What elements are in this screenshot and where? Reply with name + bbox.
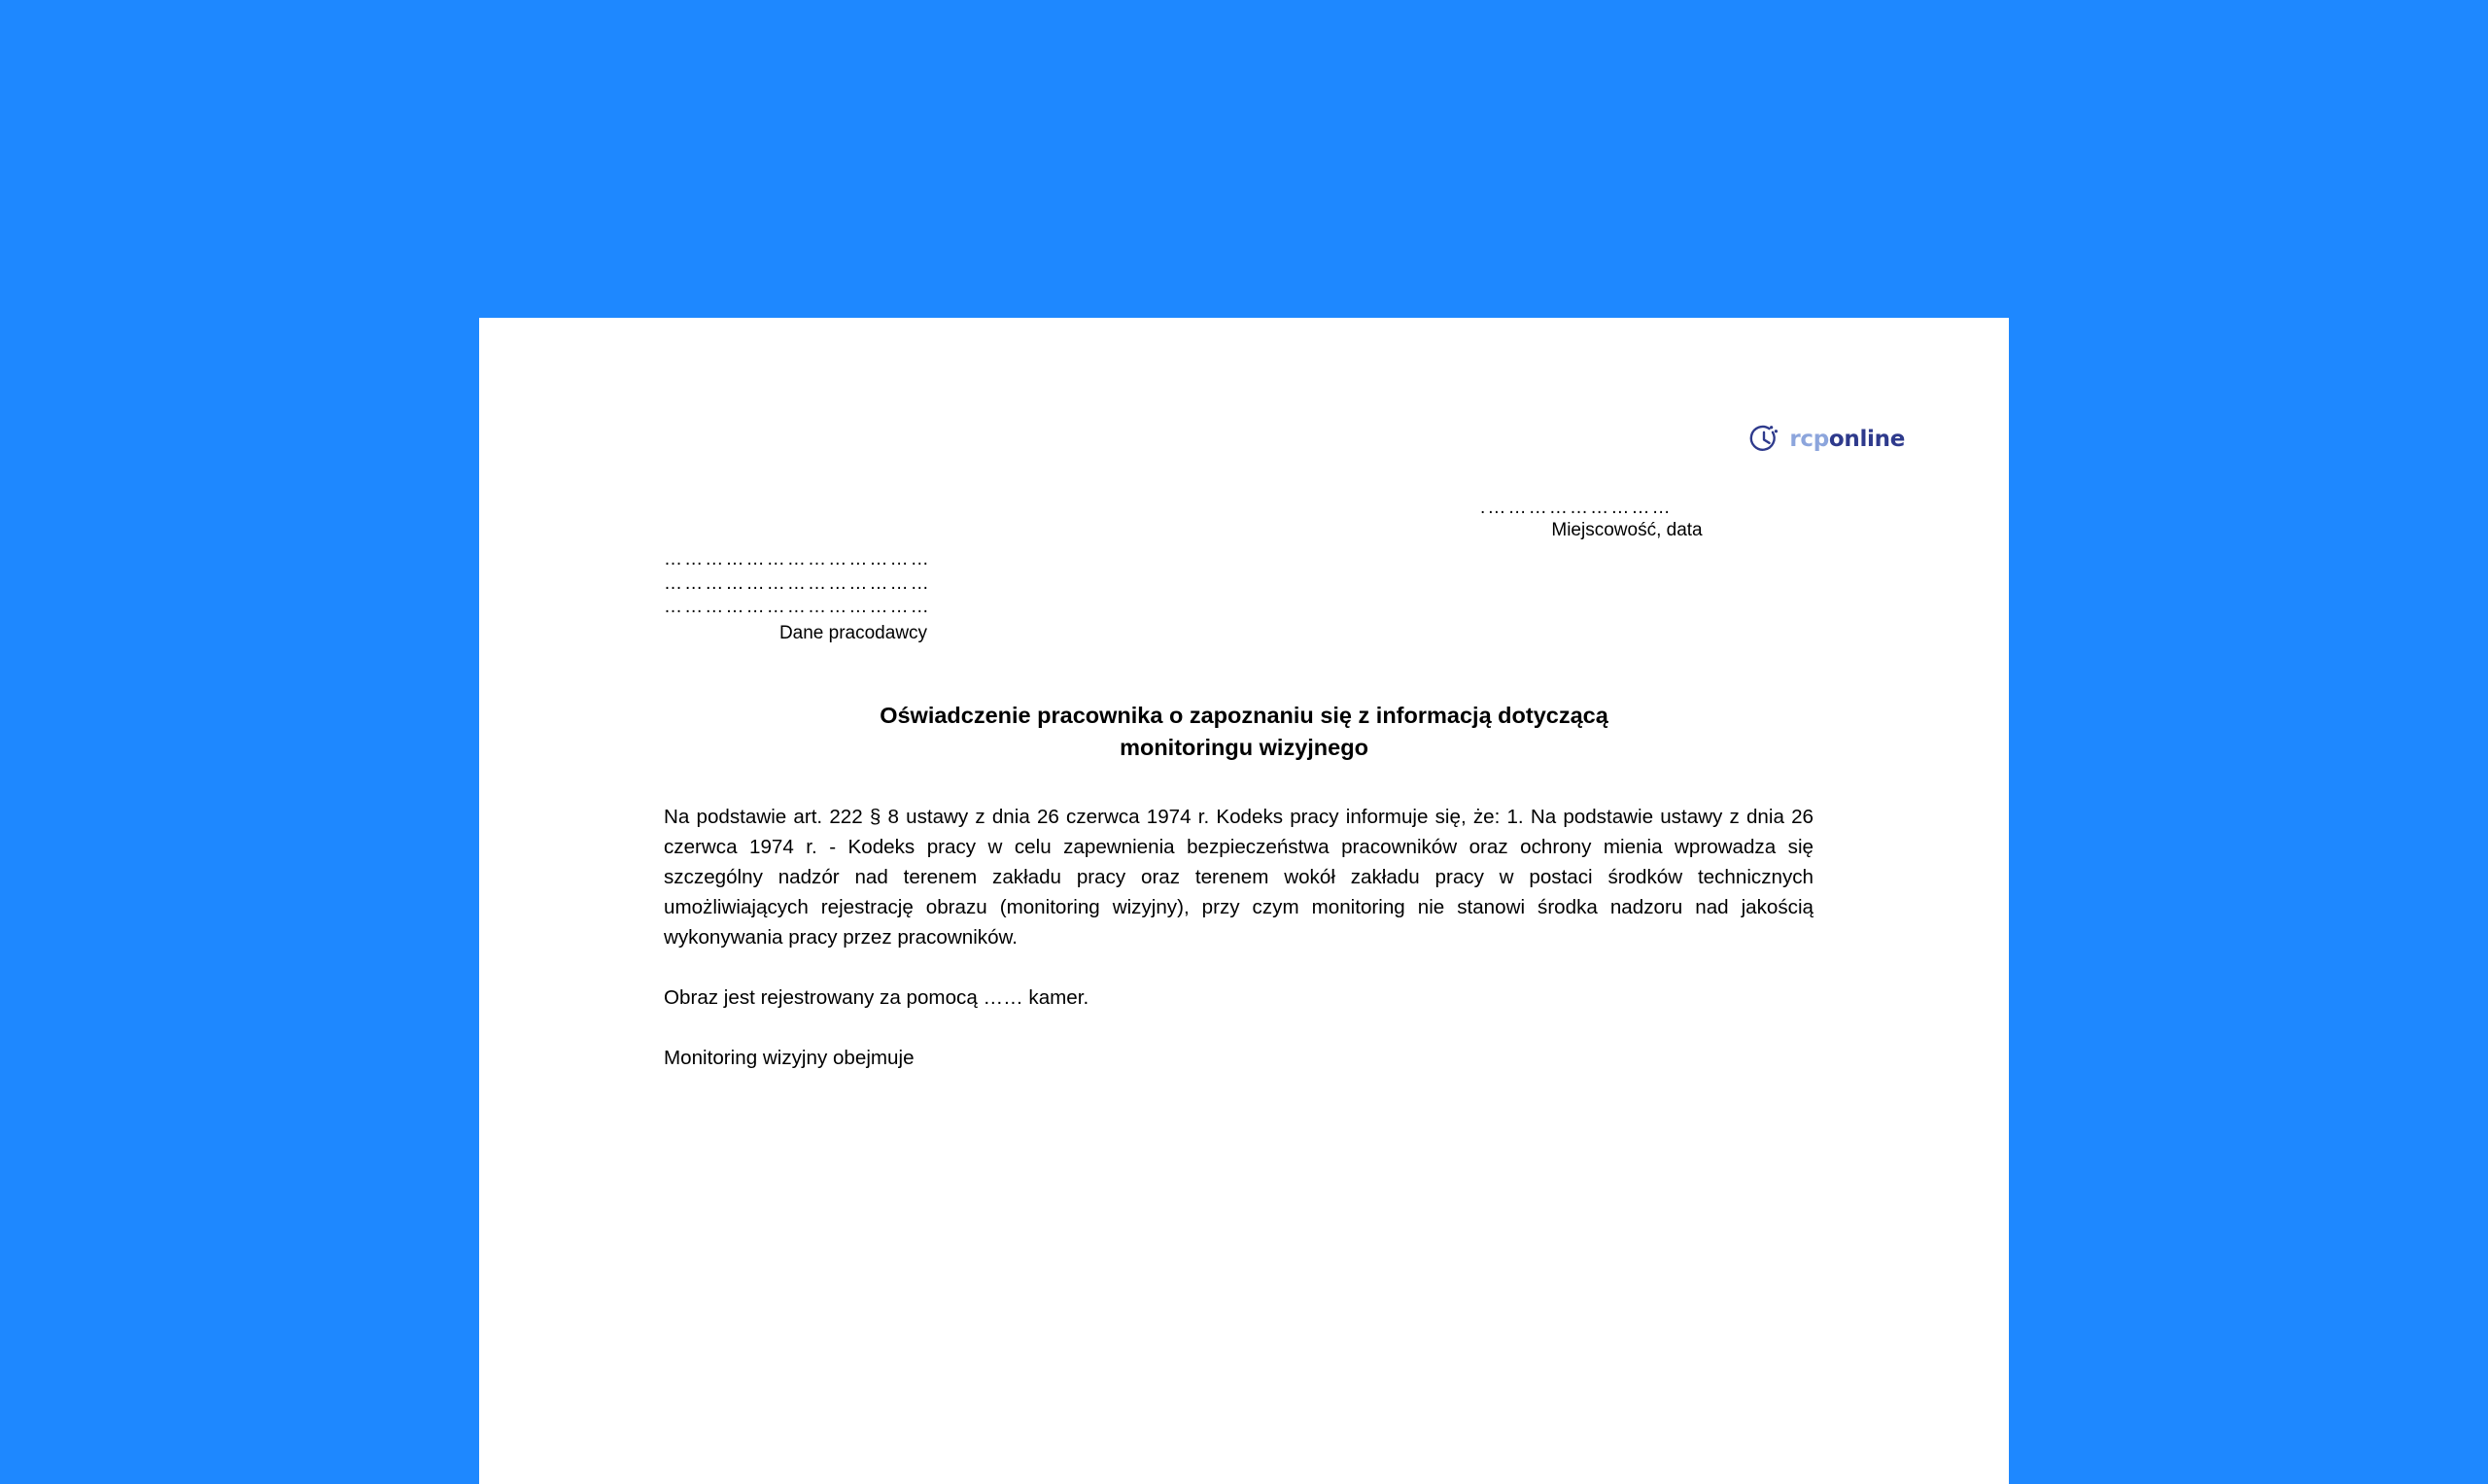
place-date-caption: Miejscowość, data [1551, 520, 1703, 540]
page-title-line-2: monitoringu wizyjnego [1120, 735, 1368, 760]
employer-caption: Dane pracodawcy [778, 622, 928, 643]
document-page [479, 318, 2009, 1484]
document-body [664, 802, 1814, 1073]
logo-word-online: online [1828, 426, 1905, 452]
logo-wordmark [1789, 426, 1905, 452]
rcponline-logo[interactable] [1747, 423, 1905, 456]
body-paragraph-1: Na podstawie art. 222 § 8 ustawy z dnia 26 czerwca 1974 r. Kodeks pracy informuje się, że: 1. Na podstawie ustawy z dnia 26 czerwca 1974 r. - Kodeks pracy w celu zapewnienia bezpieczeństwa pracowników oraz ochrony mienia wprowadza się szczególny nadzór nad terenem zakładu pracy oraz terenem wokół zakładu pracy w postaci środków technicznych umożliwiających rejestrację obrazu (monitoring wizyjny), przy czym monitoring nie stanowi środka nadzoru nad jakością wykonywania pracy przez pracowników. [664, 806, 1814, 949]
employer-dotted-line-2[interactable]: ………………………………… [664, 572, 931, 594]
employer-data-field [664, 548, 1043, 645]
logo-word-rcp: rcp [1789, 426, 1829, 452]
body-paragraph-2: Obraz jest rejestrowany za pomocą …… kamer. [664, 986, 1089, 1009]
employer-dotted-line-3[interactable]: ………………………………… [664, 597, 931, 617]
body-paragraph-3: Monitoring wizyjny obejmuje [664, 1047, 915, 1069]
clock-timer-icon [1747, 423, 1780, 456]
employer-dotted-line-1[interactable]: ………………………………… [664, 549, 931, 569]
page-title [664, 700, 1824, 764]
place-date-dotted-line[interactable]: .……………………… [1480, 498, 1673, 518]
place-date-field [1480, 497, 1774, 542]
page-title-line-1: Oświadczenie pracownika o zapoznaniu się z informacją dotyczącą [880, 703, 1608, 728]
